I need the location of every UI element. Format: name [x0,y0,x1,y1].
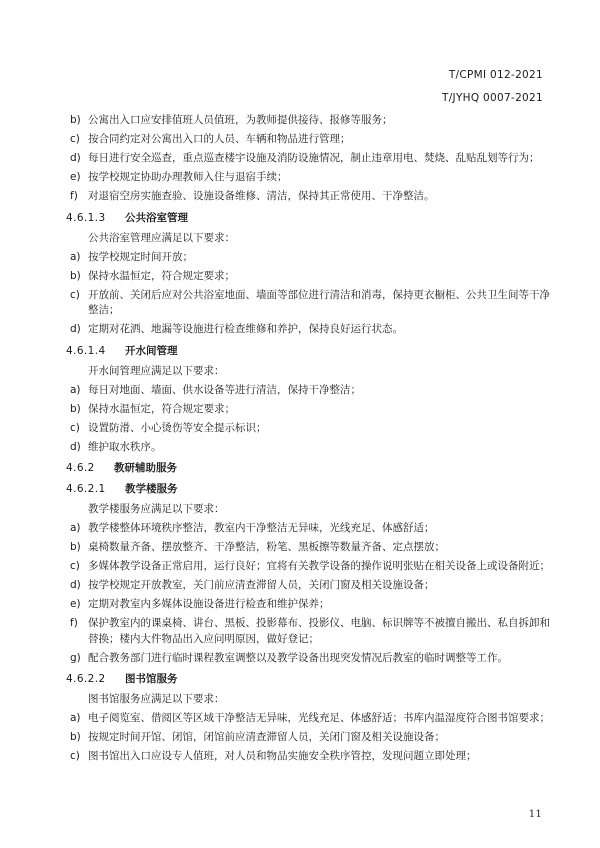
item-text: 图书馆出入口应设专人值班，对人员和物品实施安全秩序管控，发现问题立即处理； [88,750,477,762]
section-intro: 教学楼服务应满足以下要求： [88,503,225,515]
section-heading-4-6-2 [66,460,550,476]
item-label: f) [70,190,78,202]
item-label: a) [70,250,81,263]
item-text: 按合同约定对公寓出入口的人员、车辆和物品进行管理； [88,133,351,145]
page-number: 11 [528,808,542,820]
item-text: 电子阅览室、借阅区等区域干净整洁无异味，光线充足、体感舒适；书库内温湿度符合图书馆要求； [88,712,550,724]
item-label: d) [70,152,81,164]
section-title: 教研辅助服务 [114,462,177,474]
item-text: 公寓出入口应安排值班人员值班，为教师提供接待、报修等服务； [88,114,393,126]
section-heading-4-6-2-1 [66,481,550,497]
section-number: 4.6.2 [66,462,95,474]
item-label: a) [70,712,81,724]
item-label: c) [70,288,80,301]
section-intro: 公共浴室管理应满足以下要求： [88,231,235,244]
list-item [66,730,550,746]
item-text: 定期对教室内多媒体设施设备进行检查和维护保养； [88,598,330,610]
section-number: 4.6.1.3 [66,211,106,224]
list-item [66,421,550,437]
list-item [66,521,550,537]
item-label: c) [70,750,80,762]
item-text: 每日对地面、墙面、供水设备等进行清洁，保持干净整洁； [88,383,361,396]
item-text: 定期对花洒、地漏等设施进行检查维修和养护，保持良好运行状态。 [88,323,403,335]
section-title: 开水间管理 [125,344,178,357]
item-label: b) [70,269,81,282]
list-item [66,540,550,556]
list-item [66,113,550,129]
standard-code-cpmi: T/CPMI 012-2021 [448,69,543,81]
list-item [66,749,550,765]
section-title: 公共浴室管理 [125,211,188,224]
list-item [66,132,550,148]
item-label: b) [70,541,81,553]
item-text: 开放前、关闭后应对公共浴室地面、墙面等部位进行清洁和消毒，保持更衣橱柜、公共卫生间等干净整洁； [88,288,550,316]
item-label: b) [70,402,81,415]
list-item [66,250,550,266]
section-title: 图书馆服务 [125,673,178,685]
list-item [66,597,550,613]
item-label: g) [70,651,81,664]
item-text: 配合教务部门进行临时课程教室调整以及教学设备出现突发情况后教室的临时调整等工作。 [88,651,508,664]
section-heading-4-6-1-3 [66,210,550,226]
list-item [66,170,550,186]
list-item [66,440,550,456]
item-text: 按学校规定开放教室，关门前应清查滞留人员，关闭门窗及相关设施设备； [88,579,435,591]
item-text: 多媒体教学设备正常启用，运行良好；宜将有关教学设备的操作说明张贴在相关设备上或设备附近； [88,560,550,572]
section-heading-4-6-1-4 [66,343,550,359]
list-item [66,616,550,647]
item-text: 对退宿空房实施查验、设施设备维修、清洁，保持其正常使用、干净整洁。 [88,190,435,202]
list-item [66,559,550,575]
list-item [66,711,550,727]
list-item [66,288,550,319]
item-text: 设置防滑、小心烫伤等安全提示标识； [88,421,267,434]
section-intro: 开水间管理应满足以下要求： [88,364,225,377]
item-text: 桌椅数量齐备、摆放整齐、干净整洁，粉笔、黑板擦等数量齐备、定点摆放； [88,541,445,553]
item-label: e) [70,598,81,610]
item-label: c) [70,133,80,145]
item-text: 教学楼整体环境秩序整洁，教室内干净整洁无异味，光线充足、体感舒适； [88,522,435,534]
item-text: 保持水温恒定，符合规定要求； [88,269,235,282]
document-body [66,113,550,768]
section-number: 4.6.2.1 [66,483,106,495]
item-text: 维护取水秩序。 [88,440,162,453]
list-item [66,322,550,338]
item-label: d) [70,440,81,453]
standard-code-jyhq: T/JYHQ 0007-2021 [442,92,543,104]
item-text: 按规定时间开馆、闭馆，闭馆前应清查滞留人员，关闭门窗及相关设施设备； [88,731,445,743]
item-text: 按学校规定时间开放； [88,250,193,263]
list-item [66,383,550,399]
item-text: 按学校规定协助办理教师入住与退宿手续； [88,171,288,183]
top-list [66,113,550,205]
item-label: b) [70,731,81,743]
item-text: 保护教室内的课桌椅、讲台、黑板、投影幕布、投影仪、电脑、标识牌等不被擅自搬出、私自拆卸和替换；楼内大件物品出入应问明原因，做好登记； [88,617,550,645]
section-number: 4.6.2.2 [66,673,106,685]
section-heading-4-6-2-2 [66,671,550,687]
item-label: e) [70,171,81,183]
item-label: d) [70,323,81,335]
item-label: b) [70,114,81,126]
list-item [66,402,550,418]
list-item [66,269,550,285]
item-text: 每日进行安全巡查，重点巡查楼宇设施及消防设施情况，制止违章用电、焚烧、乱贴乱划等行为； [88,152,540,164]
list-item [66,651,550,667]
item-label: d) [70,579,81,591]
item-label: f) [70,617,78,629]
list-item [66,189,550,205]
section-title: 教学楼服务 [125,483,178,495]
item-label: a) [70,522,81,534]
item-label: c) [70,421,80,434]
item-label: c) [70,560,80,572]
list-item [66,151,550,167]
item-label: a) [70,383,81,396]
item-text: 保持水温恒定，符合规定要求； [88,402,235,415]
section-number: 4.6.1.4 [66,344,106,357]
list-item [66,578,550,594]
section-intro: 图书馆服务应满足以下要求： [88,693,225,705]
